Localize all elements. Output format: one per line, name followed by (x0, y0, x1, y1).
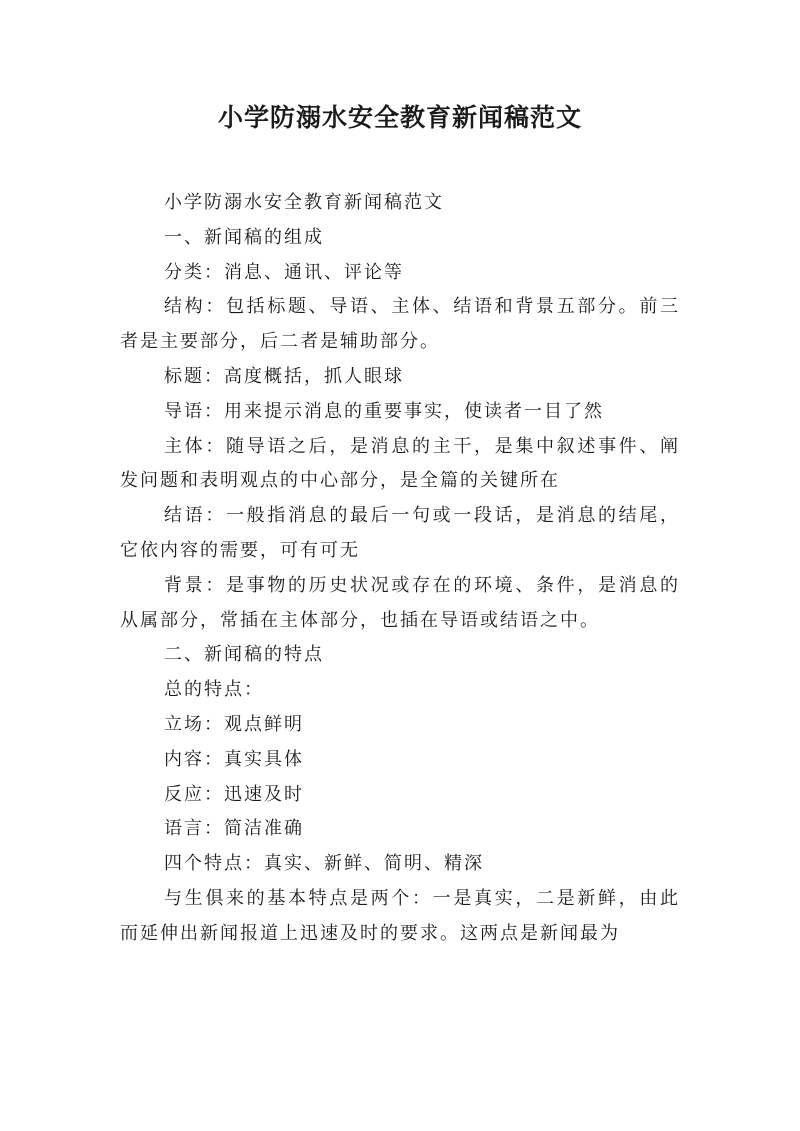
paragraph-conclusion-def: 结语：一般指消息的最后一句或一段话，是消息的结尾，它依内容的需要，可有可无 (120, 505, 680, 561)
paragraph-section-1: 一、新闻稿的组成 (164, 226, 324, 248)
paragraph-basic-features: 与生俱来的基本特点是两个：一是真实，二是新鲜，由此而延伸出新闻报道上迅速及时的要求。这两点是新闻最为 (120, 887, 680, 944)
document-title: 小学防溺水安全教育新闻稿范文 (217, 103, 582, 132)
paragraph-background-def: 背景：是事物的历史状况或存在的环境、条件，是消息的从属部分，常插在主体部分，也插在导语或结语之中。 (120, 574, 680, 631)
paragraph-language: 语言：简洁准确 (164, 818, 304, 840)
paragraph-section-2: 二、新闻稿的特点 (164, 644, 324, 666)
paragraph-main-def: 主体：随导语之后，是消息的主干，是集中叙述事件、阐发问题和表明观点的中心部分，是全篇的关键所在 (120, 435, 680, 492)
paragraph-response: 反应：迅速及时 (164, 783, 304, 805)
paragraph-lead-def: 导语：用来提示消息的重要事实，使读者一目了然 (164, 400, 604, 422)
paragraph-structure: 结构：包括标题、导语、主体、结语和背景五部分。前三者是主要部分，后二者是辅助部分。 (120, 296, 680, 353)
paragraph-heading: 小学防溺水安全教育新闻稿范文 (164, 192, 444, 213)
paragraph-classification: 分类：消息、通讯、评论等 (164, 261, 404, 283)
paragraph-title-def: 标题：高度概括，抓人眼球 (164, 365, 404, 387)
paragraph-four-features: 四个特点：真实、新鲜、简明、精深 (164, 853, 484, 875)
paragraph-content: 内容：真实具体 (164, 748, 304, 770)
document-body (120, 186, 680, 952)
paragraph-overall: 总的特点： (164, 679, 264, 701)
paragraph-stance: 立场：观点鲜明 (164, 713, 304, 735)
